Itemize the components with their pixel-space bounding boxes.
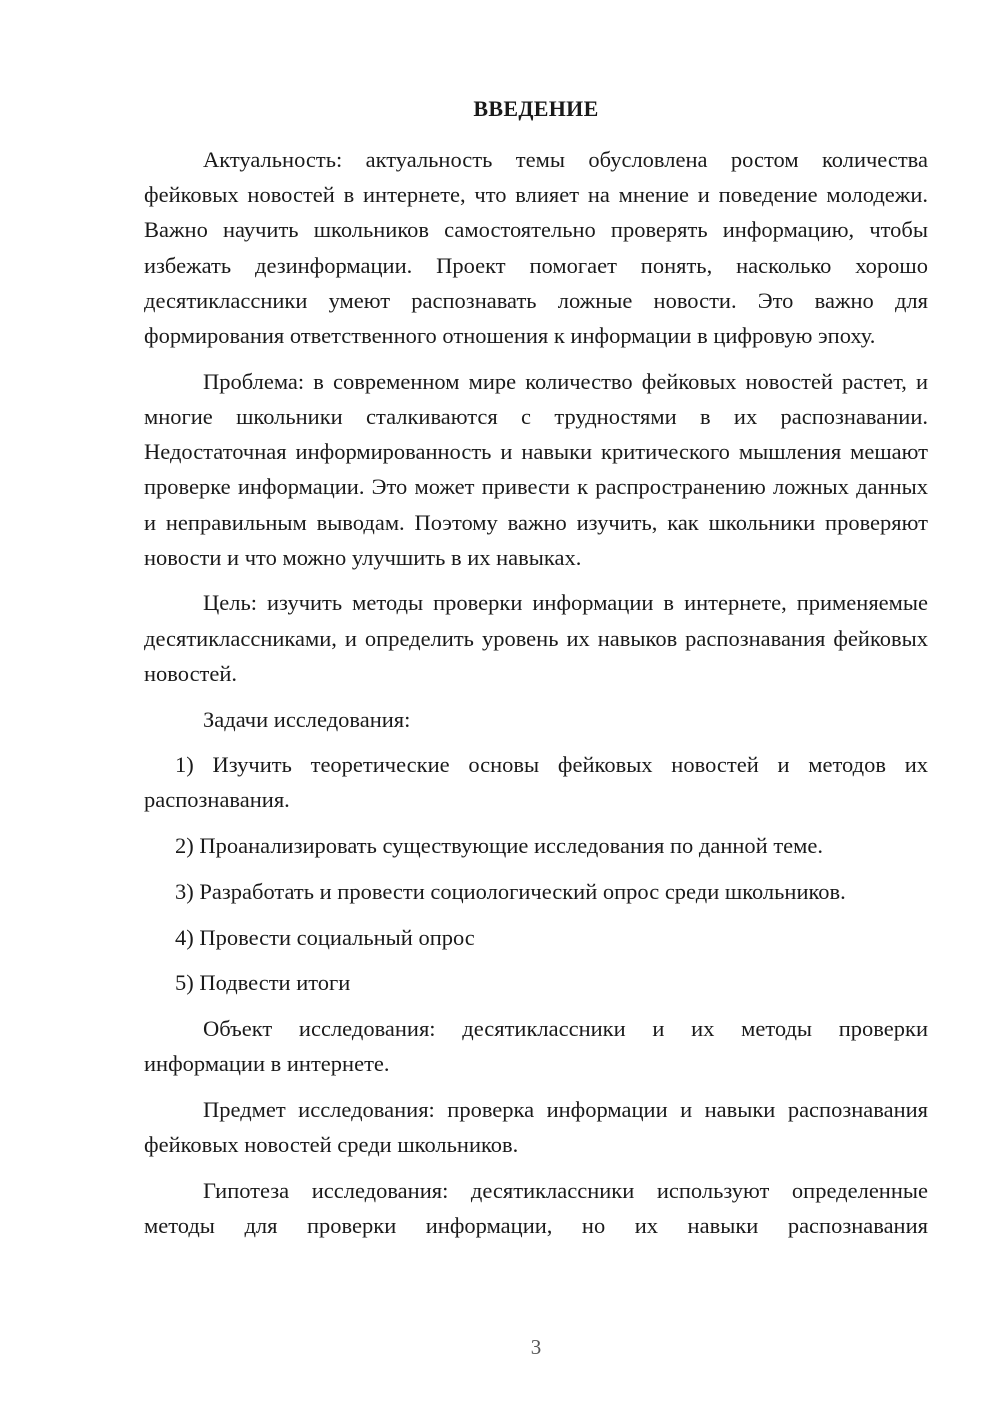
task-item-3: 3) Разработать и провести социологический опрос среди школьников. [175, 878, 846, 904]
tasks-label: Задачи исследования: [203, 706, 411, 732]
paragraph-object: Объект исследования: десятиклассники и их методы проверки информации в интернете. [144, 1015, 928, 1077]
task-item-1: 1) Изучить теоретические основы фейковых новостей и методов их распознавания. [144, 752, 928, 813]
paragraph-relevance: Актуальность: актуальность темы обусловлена ростом количества фейковых новостей в интернете, что влияет на мнение и поведение молодежи. Важно научить школьников самостоятельно проверять информацию, чтобы избежать дезинформации. Проект помогает понять, насколько хорошо десятиклассники умеют распознавать ложные новости. Это важно для формирования ответственного отношения к информации в цифровую эпоху. [144, 147, 928, 349]
paragraph-goal: Цель: изучить методы проверки информации в интернете, применяемые десятиклассниками, и определить уровень их навыков распознавания фейковых новостей. [144, 590, 928, 686]
body-text [144, 142, 928, 1243]
section-heading: ВВЕДЕНИЕ [473, 96, 599, 121]
task-item-4: 4) Провести социальный опрос [175, 924, 475, 950]
paragraph-subject: Предмет исследования: проверка информации и навыки распознавания фейковых новостей среди школьников. [144, 1096, 928, 1158]
paragraph-hypothesis: Гипотеза исследования: десятиклассники используют определенные методы для проверки информации, но их навыки распознавания [144, 1177, 928, 1238]
page-number: 3 [530, 1335, 542, 1359]
paragraph-problem: Проблема: в современном мире количество фейковых новостей растет, и многие школьники сталкиваются с трудностями в их распознавании. Недостаточная информированность и навыки критического мышления мешают проверке информации. Это может привести к распространению ложных данных и неправильным выводам. Поэтому важно изучить, как школьники проверяют новости и что можно улучшить в их навыках. [144, 368, 928, 570]
task-item-2: 2) Проанализировать существующие исследования по данной теме. [175, 833, 824, 859]
task-item-5: 5) Подвести итоги [175, 970, 351, 996]
